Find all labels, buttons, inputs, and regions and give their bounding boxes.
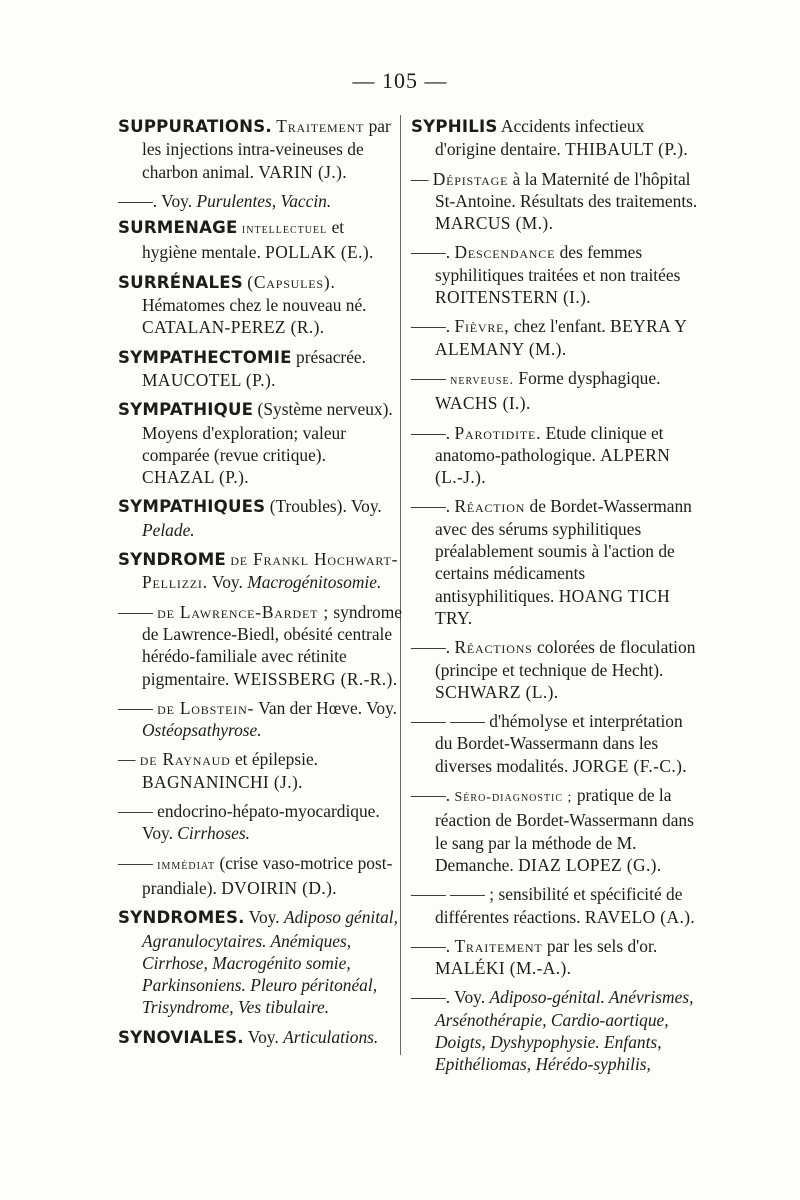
entry-author: MAUCOTEL (P.). xyxy=(142,369,276,390)
entry-subheading: Réactions xyxy=(454,637,533,658)
entry-text: et hygiène mentale. xyxy=(142,217,345,263)
index-entry-surmenage xyxy=(118,216,402,264)
entry-text: des femmes syphilitiques traitées et non traitées xyxy=(435,242,681,285)
entry-text: Voy. xyxy=(211,572,243,593)
entry-dash: — xyxy=(411,168,429,189)
entry-subheading: de Raynaud xyxy=(139,749,231,770)
entry-references: Macrogénitosomie. xyxy=(247,572,382,593)
entry-text: syndrome de Lawrence-Biedl, obésité centrale hérédo-familiale avec rétinite pigmentaire. xyxy=(142,601,402,689)
entry-text: d'hémolyse et interprétation du Bordet-Wassermann dans les diverses modalités. xyxy=(435,711,683,776)
index-entry-syphilis-parotidite xyxy=(411,422,701,489)
entry-dash: ——. Voy. xyxy=(118,190,193,211)
index-entry-syphilis-see xyxy=(411,986,701,1075)
entry-author: BEYRA Y ALEMANY (M.). xyxy=(435,316,687,359)
entry-headword: SYMPATHIQUES xyxy=(118,497,266,517)
entry-dash: ——. Voy. xyxy=(411,987,486,1008)
index-entry-syphilis-hemolyse xyxy=(411,710,701,777)
entry-text: (Système nerveux). Moyens d'exploration; valeur comparée (revue critique). xyxy=(142,399,393,465)
entry-subheading: Traitement xyxy=(276,116,365,136)
index-entry-syphilis-descendance xyxy=(411,241,701,308)
entry-dash: ——. xyxy=(411,422,451,443)
entry-headword: SYNDROME xyxy=(118,550,226,570)
entry-dash: ——. xyxy=(411,637,451,658)
entry-author: THIBAULT (P.). xyxy=(565,139,689,160)
entry-author: WACHS (I.). xyxy=(435,393,531,414)
index-entry-syndrome-immediat xyxy=(118,852,402,900)
entry-subheading: intellectuel xyxy=(241,222,328,238)
entry-subheading: nerveuse. xyxy=(450,372,515,388)
index-entry-sympathique xyxy=(118,398,402,488)
entry-author: WEISSBERG (R.-R.). xyxy=(233,668,398,689)
entry-author: CHAZAL (P.). xyxy=(142,467,250,488)
entry-headword: SYMPATHIQUE xyxy=(118,400,254,420)
entry-text: par les injections intra-veineuses de charbon animal. xyxy=(142,116,391,182)
index-entry-syphilis xyxy=(411,115,701,161)
index-entry-syndrome-lawrence xyxy=(118,601,402,690)
index-entry-syphilis-reactions xyxy=(411,636,701,703)
entry-text: Van der Hœve. Voy. xyxy=(258,697,398,718)
entry-subheading: de Lawrence-Bardet ; xyxy=(157,601,330,622)
entry-author: VARIN (J.). xyxy=(258,161,348,182)
index-entry-syndrome-frankl xyxy=(118,548,402,594)
index-entry-surrenales xyxy=(118,271,402,339)
index-entry-syphilis-reaction xyxy=(411,495,701,629)
index-entry-syphilis-sero-diagnostic xyxy=(411,784,701,876)
entry-dash: ——. xyxy=(411,935,451,956)
index-entry-sympathectomie xyxy=(118,346,402,392)
entry-dash: ——. xyxy=(411,785,451,806)
entry-text: présacrée. xyxy=(296,346,366,367)
index-entry-syndrome-raynaud xyxy=(118,748,402,793)
entry-headword: SYNDROMES. xyxy=(118,908,245,928)
page-number: — 105 — xyxy=(352,68,448,93)
entry-subheading: immédiat xyxy=(157,857,216,873)
left-column xyxy=(118,115,402,1056)
entry-author: POLLAK (E.). xyxy=(265,242,374,263)
entry-dash: —— —— xyxy=(411,711,485,732)
entry-dash: ——. xyxy=(411,496,451,517)
entry-subheading: (Capsules). xyxy=(247,271,336,292)
entry-author: HOANG TICH TRY. xyxy=(435,585,671,628)
entry-headword: SURMENAGE xyxy=(118,218,238,238)
entry-dash: —— —— xyxy=(411,884,485,905)
entry-headword: SURRÉNALES xyxy=(118,272,243,292)
index-entry-suppurations-see xyxy=(118,190,402,212)
entry-headword: SYMPATHECTOMIE xyxy=(118,347,292,367)
entry-subheading: de Frankl Hochwart-Pellizzi. xyxy=(142,549,399,593)
entry-headword: SYPHILIS xyxy=(411,117,498,136)
entry-text: Voy. xyxy=(248,907,280,928)
index-entry-syndrome-endocrino xyxy=(118,800,402,845)
entry-text: à la Maternité de l'hôpital St-Antoine. Résultats des traitements. xyxy=(435,168,698,211)
index-entry-syphilis-nerveuse xyxy=(411,367,701,415)
entry-dash: —— xyxy=(118,697,153,718)
entry-dash: —— xyxy=(118,801,153,822)
index-entry-syphilis-depistage xyxy=(411,168,701,235)
entry-text: colorées de floculation (principe et technique de Hecht). xyxy=(435,637,696,680)
entry-references: Articulations. xyxy=(283,1026,379,1047)
index-entry-syphilis-fievre xyxy=(411,315,701,360)
entry-text: Forme dysphagique. xyxy=(518,367,661,388)
entry-headword: SUPPURATIONS. xyxy=(118,117,272,136)
entry-author: JORGE (F.-C.). xyxy=(572,755,688,776)
entry-text: Etude clinique et anatomo-pathologique. xyxy=(435,422,664,465)
entry-subheading: Séro-diagnostic ; xyxy=(454,790,573,806)
entry-text: (crise vaso-motrice post-prandiale). xyxy=(142,852,393,898)
entry-author: SCHWARZ (L.). xyxy=(435,681,559,702)
index-entry-syphilis-sensibilite xyxy=(411,883,701,928)
entry-dash: — xyxy=(118,749,136,770)
entry-author: ROITENSTERN (I.). xyxy=(435,287,592,308)
entry-references: Pelade. xyxy=(142,519,195,540)
entry-text: endocrino-hépato-myocardique. Voy. xyxy=(142,801,380,844)
entry-author: MARCUS (M.). xyxy=(435,213,554,234)
entry-dash: —— xyxy=(118,852,153,873)
entry-author: DVOIRIN (D.). xyxy=(221,877,338,898)
index-entry-syndromes xyxy=(118,906,402,1018)
index-entry-syndrome-lobstein xyxy=(118,697,402,742)
entry-text: et épilepsie. xyxy=(234,749,319,770)
index-entry-syphilis-traitement xyxy=(411,935,701,980)
entry-text: (Troubles). Voy. xyxy=(269,496,382,517)
right-column xyxy=(411,115,701,1083)
entry-text: ; sensibilité et spécificité de différentes réactions. xyxy=(435,884,683,927)
entry-references: Ostéopsathyrose. xyxy=(142,720,262,741)
entry-headword: SYNOVIALES. xyxy=(118,1027,244,1047)
entry-references: Adiposo-génital. Anévrismes, Arsénothérapie, Cardio-aortique, Doigts, Dyshypophysie. Enfants, Epithéliomas, Hérédo-syphilis, xyxy=(435,987,694,1075)
entry-author: BAGNANINCHI (J.). xyxy=(142,771,303,792)
entry-author: MALÉKI (M.-A.). xyxy=(435,958,572,979)
entry-subheading: de Lobstein- xyxy=(157,697,255,718)
entry-dash: —— xyxy=(411,367,446,388)
entry-dash: ——. xyxy=(411,316,451,337)
entry-author: DIAZ LOPEZ (G.). xyxy=(518,854,662,875)
index-entry-suppurations xyxy=(118,115,402,183)
entry-text: pratique de la réaction de Bordet-Wassermann dans le sang par la méthode de M. Demanche. xyxy=(435,785,694,875)
entry-text: par les sels d'or. xyxy=(546,935,658,956)
entry-text: Voy. xyxy=(247,1026,279,1047)
entry-text: de Bordet-Wassermann avec des sérums syphilitiques préalablement soumis à l'action de certains médicaments antisyphilitiques. xyxy=(435,496,692,606)
entry-references: Cirrhoses. xyxy=(177,823,250,844)
entry-subheading: Dépistage xyxy=(432,168,509,189)
entry-text: Hématomes chez le nouveau né. xyxy=(142,295,367,316)
entry-references: Adiposo génital, Agranulocytaires. Anémiques, Cirrhose, Macrogénito somie, Parkinsoniens. Pleuro péritonéal, Trisyndrome, Ves tibulaire. xyxy=(142,907,398,1018)
entry-dash: —— xyxy=(118,601,153,622)
entry-text: chez l'enfant. xyxy=(513,316,606,337)
entry-author: RAVELO (A.). xyxy=(584,906,696,927)
entry-subheading: Fièvre, xyxy=(454,316,510,337)
index-entry-sympathiques xyxy=(118,495,402,541)
entry-subheading: Traitement xyxy=(454,935,543,956)
entry-subheading: Descendance xyxy=(454,242,556,263)
entry-text: Accidents infectieux d'origine dentaire. xyxy=(435,116,645,160)
entry-author: CATALAN-PEREZ (R.). xyxy=(142,317,325,338)
entry-references: Purulentes, Vaccin. xyxy=(196,190,332,211)
index-entry-synoviales xyxy=(118,1026,402,1049)
entry-author: ALPERN (L.-J.). xyxy=(435,444,671,488)
entry-subheading: Réaction xyxy=(454,496,526,517)
entry-subheading: Parotidite. xyxy=(454,422,542,443)
entry-dash: ——. xyxy=(411,242,451,263)
